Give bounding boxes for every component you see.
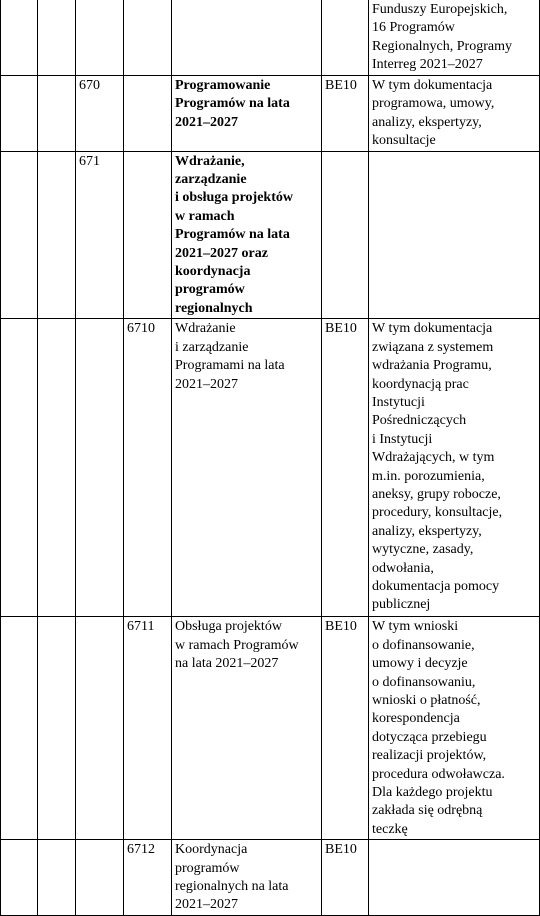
entry-title-cell — [172, 76, 322, 152]
table-row — [1, 0, 540, 76]
code-level2-cell — [38, 0, 76, 76]
archival-category-cell: BE10 — [322, 319, 369, 617]
code-level1-cell — [1, 840, 38, 916]
code-level1-cell — [1, 0, 38, 76]
notes-cell — [369, 0, 540, 76]
notes-cell — [369, 840, 540, 916]
notes-line: procedura odwoławcza. — [372, 766, 505, 782]
table-body — [1, 0, 540, 915]
notes-line: koordynacją prac — [372, 376, 469, 392]
notes-line: związana z systemem — [372, 339, 494, 355]
notes-line: dotycząca przebiegu — [372, 729, 487, 745]
entry-title-line: i obsługa projektów — [175, 190, 293, 206]
notes-cell — [369, 319, 540, 617]
notes-line: o dofinansowaniu, — [372, 674, 476, 690]
notes-line: teczkę — [372, 821, 408, 837]
entry-title-line: 2021–2027 — [175, 114, 238, 130]
entry-title-cell — [172, 0, 322, 76]
code-level4-cell — [124, 151, 172, 319]
code-level3-cell: 670 — [76, 76, 124, 152]
notes-line: W tym dokumentacja — [372, 321, 493, 337]
notes-line: Regionalnych, Programy — [372, 38, 512, 54]
code-level3-cell — [76, 319, 124, 617]
notes-line: publicznej — [372, 597, 431, 613]
table-row — [1, 617, 540, 840]
notes-line: realizacji projektów, — [372, 748, 487, 764]
code-level4-cell: 6711 — [124, 617, 172, 840]
code-level1-cell — [1, 617, 38, 840]
notes-line: dokumentacja pomocy — [372, 578, 500, 594]
notes-line: Instytucji — [372, 394, 425, 410]
code-level1-cell — [1, 76, 38, 152]
entry-title-line: Koordynacja — [175, 842, 248, 858]
table-row — [1, 76, 540, 152]
code-level4-cell — [124, 0, 172, 76]
entry-title-line: regionalnych na lata — [175, 878, 289, 894]
entry-title-line: i zarządzanie — [175, 339, 249, 355]
entry-title-cell — [172, 151, 322, 319]
code-level2-cell — [38, 76, 76, 152]
entry-title-cell — [172, 617, 322, 840]
entry-title-line: 2021–2027 — [175, 897, 238, 913]
notes-cell — [369, 617, 540, 840]
entry-title-line: regionalnych — [175, 300, 253, 316]
entry-title-line: Programowanie — [175, 78, 271, 93]
code-level3-cell — [76, 617, 124, 840]
notes-line: analizy, ekspertyzy, — [372, 523, 482, 539]
notes-line: o dofinansowanie, — [372, 637, 475, 653]
archival-category-cell: BE10 — [322, 76, 369, 152]
entry-title-cell — [172, 319, 322, 617]
table-row — [1, 319, 540, 617]
entry-title-line: Programami na lata — [175, 358, 285, 374]
code-level3-cell — [76, 0, 124, 76]
entry-title-line: Programów na lata — [175, 227, 290, 243]
code-level1-cell — [1, 151, 38, 319]
entry-title-line: Programów na lata — [175, 96, 290, 112]
code-level2-cell — [38, 840, 76, 916]
entry-title-cell — [172, 840, 322, 916]
notes-line: m.in. porozumienia, — [372, 468, 485, 484]
notes-line: zakłada się odrębną — [372, 803, 483, 819]
notes-line: Dla każdego projektu — [372, 784, 493, 800]
entry-title-line: na lata 2021–2027 — [175, 656, 279, 672]
entry-title-line: w ramach Programów — [175, 637, 299, 653]
archival-category-cell — [322, 151, 369, 319]
notes-line: konsultacje — [372, 133, 436, 149]
notes-line: analizy, ekspertyzy, — [372, 114, 482, 130]
code-level2-cell — [38, 319, 76, 617]
code-level3-cell — [76, 840, 124, 916]
entry-title-line: Obsługa projektów — [175, 619, 282, 635]
notes-line: Interreg 2021–2027 — [372, 57, 483, 73]
notes-line: Funduszy Europejskich, — [372, 2, 508, 17]
notes-cell — [369, 151, 540, 319]
entry-title-line: programów — [175, 282, 245, 298]
code-level4-cell — [124, 76, 172, 152]
code-level1-cell — [1, 319, 38, 617]
notes-line: programowa, umowy, — [372, 96, 495, 112]
table-row — [1, 151, 540, 319]
notes-line: wdrażania Programu, — [372, 358, 492, 374]
archival-category-cell: BE10 — [322, 617, 369, 840]
notes-line: procedury, konsultacje, — [372, 505, 503, 521]
notes-line: wnioski o płatność, — [372, 692, 481, 708]
notes-line: Wdrażających, w tym — [372, 450, 495, 466]
code-level2-cell — [38, 617, 76, 840]
notes-line: wytyczne, zasady, — [372, 542, 474, 558]
archival-category-cell: BE10 — [322, 840, 369, 916]
entry-title-line: Wdrażanie — [175, 321, 236, 337]
notes-line: odwołania, — [372, 560, 434, 576]
notes-line: korespondencja — [372, 711, 460, 727]
code-level4-cell: 6710 — [124, 319, 172, 617]
entry-title-line: 2021–2027 — [175, 376, 238, 392]
notes-cell — [369, 76, 540, 152]
notes-line: 16 Programów — [372, 20, 455, 36]
entry-title-line: Wdrażanie, — [175, 153, 245, 169]
entry-title-line: programów — [175, 860, 240, 876]
archival-category-cell — [322, 0, 369, 76]
code-level3-cell: 671 — [76, 151, 124, 319]
notes-line: W tym wnioski — [372, 619, 459, 635]
table-row — [1, 840, 540, 916]
notes-line: umowy i decyzje — [372, 656, 468, 672]
notes-line: Pośredniczących — [372, 413, 467, 429]
code-level2-cell — [38, 151, 76, 319]
notes-line: aneksy, grupy robocze, — [372, 486, 501, 502]
entry-title-line: zarządzanie — [175, 172, 247, 188]
entry-title-line: koordynacja — [175, 264, 251, 280]
notes-line: i Instytucji — [372, 431, 433, 447]
code-level4-cell: 6712 — [124, 840, 172, 916]
entry-title-line: w ramach — [175, 208, 235, 224]
entry-title-line: 2021–2027 oraz — [175, 245, 268, 261]
notes-line: W tym dokumentacja — [372, 78, 493, 93]
